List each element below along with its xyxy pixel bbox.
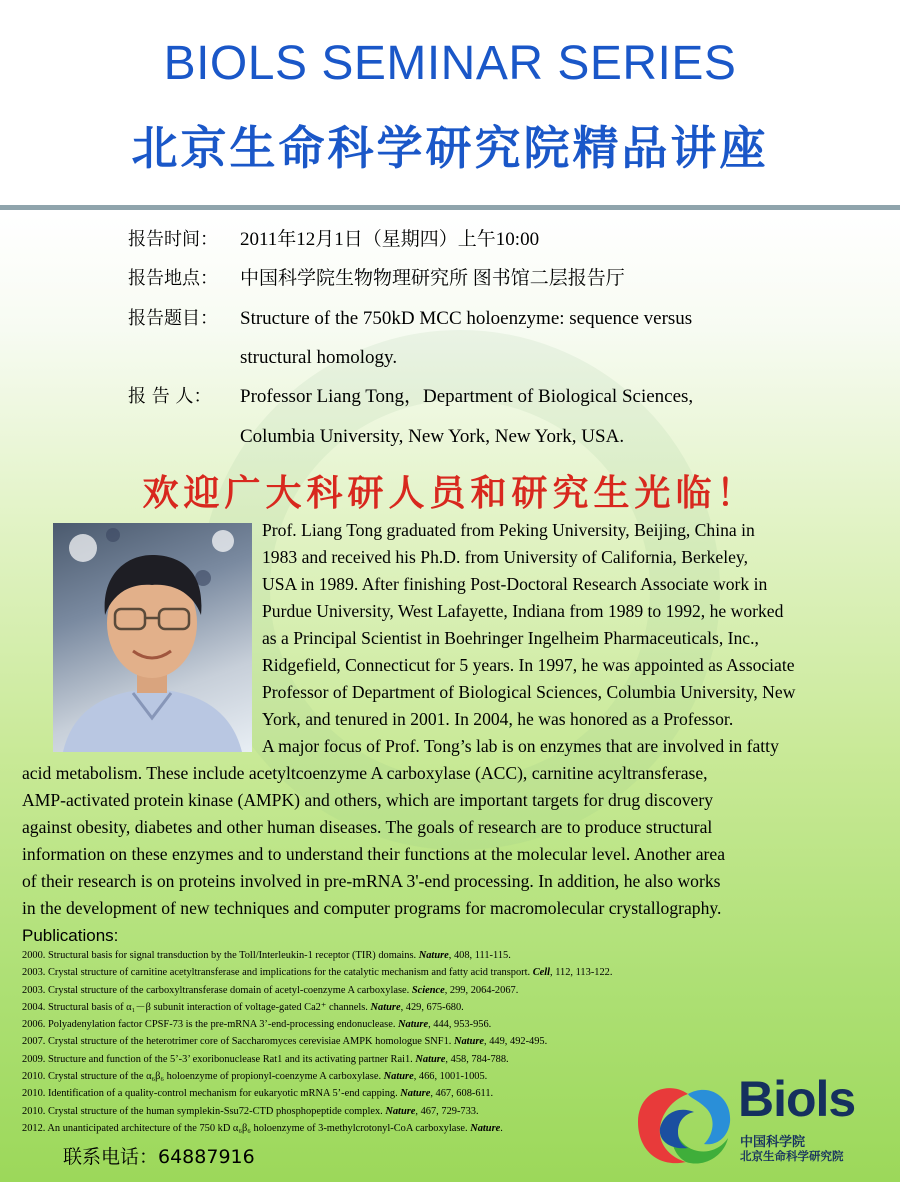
- publication-ref: , 449, 492-495.: [484, 1036, 548, 1048]
- info-speaker-line1: Professor Liang Tong，Department of Biological Sciences,: [240, 386, 694, 407]
- publication-journal: Nature: [370, 1001, 401, 1013]
- publication-text: 2010. Crystal structure of the human symplekin-Ssu72-CTD phosphopeptide complex.: [22, 1105, 383, 1117]
- bio-line: Professor of Department of Biological Sciences, Columbia University, New: [262, 682, 796, 702]
- publication-journal: Cell: [532, 967, 551, 979]
- biols-logo-icon: [628, 1072, 738, 1172]
- publication-text: 2000. Structural basis for signal transduction by the Toll/Interleukin-1 receptor (TIR) domains.: [22, 950, 417, 961]
- bio-line: of their research is on proteins involved in pre-mRNA 3'-end processing. In addition, he also works: [22, 871, 721, 891]
- publication-ref: , 299, 2064-2067.: [444, 984, 519, 996]
- info-place-value: 中国科学院生物物理研究所 图书馆二层报告厅: [240, 268, 625, 289]
- publication-text: 2003. Crystal structure of the carboxyltransferase domain of acetyl-coenzyme A carboxylase.: [22, 984, 410, 996]
- publication-item: [22, 982, 662, 999]
- bio-line: York, and tenured in 2001. In 2004, he was honored as a Professor.: [262, 709, 734, 729]
- info-place-label: 报告地点：: [128, 268, 218, 289]
- publication-journal: Nature: [470, 1122, 501, 1134]
- bio-line: A major focus of Prof. Tong’s lab is on enzymes that are involved in fatty: [262, 736, 779, 756]
- publication-journal: Nature: [398, 1019, 429, 1031]
- publication-ref: .: [500, 1122, 503, 1134]
- info-time-value: 2011年12月1日（星期四）上午10:00: [240, 229, 540, 250]
- biols-logo-wordmark: Biols: [738, 1071, 856, 1127]
- info-topic-row: [128, 306, 692, 332]
- bio-line: against obesity, diabetes and other human diseases. The goals of research are to produce structural: [22, 817, 713, 837]
- publication-journal: Nature: [400, 1088, 431, 1100]
- speaker-portrait-icon: [53, 523, 252, 752]
- publication-item: [22, 1085, 662, 1102]
- publication-text: 2004. Structural basis of α₁－β subunit interaction of voltage-gated Ca2⁺ channels.: [22, 1001, 368, 1013]
- publications-list: [22, 947, 662, 1137]
- speaker-photo: [53, 523, 252, 752]
- info-place-row: [128, 266, 625, 292]
- publication-text: 2003. Crystal structure of carnitine acetyltransferase and implications for the catalytic mechanism and fatty acid transport.: [22, 967, 531, 979]
- bio-line: USA in 1989. After finishing Post-Doctoral Research Associate work in: [262, 574, 768, 594]
- publication-journal: Nature: [415, 1053, 446, 1065]
- info-speaker-row: [128, 384, 693, 410]
- bio-short-block: [262, 517, 882, 760]
- info-speaker-line2: Columbia University, New York, New York, USA.: [240, 426, 625, 447]
- bio-line: Ridgefield, Connecticut for 5 years. In 1997, he was appointed as Associate: [262, 655, 795, 675]
- publication-text: 2012. An unanticipated architecture of the 750 kD α₆β₆ holoenzyme of 3-methylcrotonyl-CoA carboxylase.: [22, 1122, 468, 1134]
- publication-ref: , 466, 1001-1005.: [413, 1071, 488, 1083]
- publication-ref: , 458, 784-788.: [445, 1053, 509, 1065]
- info-topic-label: 报告题目：: [128, 308, 218, 329]
- publication-ref: , 408, 111-115.: [448, 950, 511, 961]
- bio-line: 1983 and received his Ph.D. from University of California, Berkeley,: [262, 547, 748, 567]
- contact-phone: 联系电话：64887916: [63, 1146, 255, 1168]
- publication-ref: , 467, 608-611.: [430, 1088, 494, 1100]
- info-speaker-label: 报 告 人：: [128, 386, 212, 407]
- info-time-label: 报告时间：: [128, 229, 218, 250]
- publication-text: 2007. Crystal structure of the heterotrimer core of Saccharomyces cerevisiae AMPK homologue SNF1.: [22, 1036, 452, 1048]
- bio-line: as a Principal Scientist in Boehringer Ingelheim Pharmaceuticals, Inc.,: [262, 628, 759, 648]
- info-topic-line2: structural homology.: [240, 347, 398, 368]
- info-time-row: [128, 227, 539, 253]
- seminar-title-cn: 北京生命科学研究院精品讲座: [131, 121, 769, 175]
- publication-journal: Science: [411, 984, 445, 996]
- publication-item: [22, 1103, 662, 1120]
- biols-logo-cn-line2: 北京生命科学研究院: [740, 1149, 844, 1163]
- publication-item: [22, 1033, 662, 1050]
- publication-item: [22, 947, 662, 964]
- bio-line: information on these enzymes and to understand their functions at the molecular level. Another area: [22, 844, 726, 864]
- publication-ref: , 467, 729-733.: [415, 1105, 479, 1117]
- seminar-title-en: BIOLS SEMINAR SERIES: [163, 37, 737, 90]
- publication-text: 2010. Identification of a quality-control mechanism for eukaryotic mRNA 5’-end capping.: [22, 1088, 398, 1100]
- info-topic-line1: Structure of the 750kD MCC holoenzyme: sequence versus: [240, 308, 693, 329]
- publication-text: 2006. Polyadenylation factor CPSF-73 is the pre-mRNA 3’-end-processing endonuclease.: [22, 1019, 396, 1031]
- bio-line: Prof. Liang Tong graduated from Peking University, Beijing, China in: [262, 520, 755, 540]
- biols-logo-cn-line1: 中国科学院: [740, 1135, 806, 1150]
- publication-item: [22, 964, 662, 981]
- header-divider: [0, 205, 900, 210]
- publication-text: 2010. Crystal structure of the α₆β₆ holoenzyme of propionyl-coenzyme A carboxylase.: [22, 1071, 382, 1083]
- publication-ref: , 444, 953-956.: [428, 1019, 492, 1031]
- publication-ref: , 112, 113-122.: [550, 967, 613, 979]
- publication-journal: Nature: [453, 1036, 485, 1048]
- publication-item: [22, 1120, 662, 1137]
- publication-item: [22, 1068, 662, 1085]
- publications-heading: Publications:: [22, 926, 119, 945]
- publication-journal: Nature: [385, 1105, 416, 1117]
- publication-ref: , 429, 675-680.: [400, 1001, 464, 1013]
- publication-journal: Nature: [383, 1071, 414, 1083]
- publication-item: [22, 999, 662, 1016]
- bio-line: acid metabolism. These include acetyltcoenzyme A carboxylase (ACC), carnitine acyltransferase,: [22, 763, 708, 783]
- bio-long-block: [22, 760, 882, 922]
- publication-item: [22, 1051, 662, 1068]
- bio-line: in the development of new techniques and computer programs for macromolecular crystallography.: [22, 898, 722, 918]
- bio-line: AMP-activated protein kinase (AMPK) and others, which are important targets for drug discovery: [22, 790, 714, 810]
- publication-text: 2009. Structure and function of the 5’-3’ exoribonuclease Rat1 and its activating partner Rai1.: [22, 1053, 413, 1065]
- publication-journal: Nature: [418, 950, 449, 961]
- bio-line: Purdue University, West Lafayette, Indiana from 1989 to 1992, he worked: [262, 601, 784, 621]
- welcome-banner: 欢迎广大科研人员和研究生光临！: [142, 472, 758, 514]
- publication-item: [22, 1016, 662, 1033]
